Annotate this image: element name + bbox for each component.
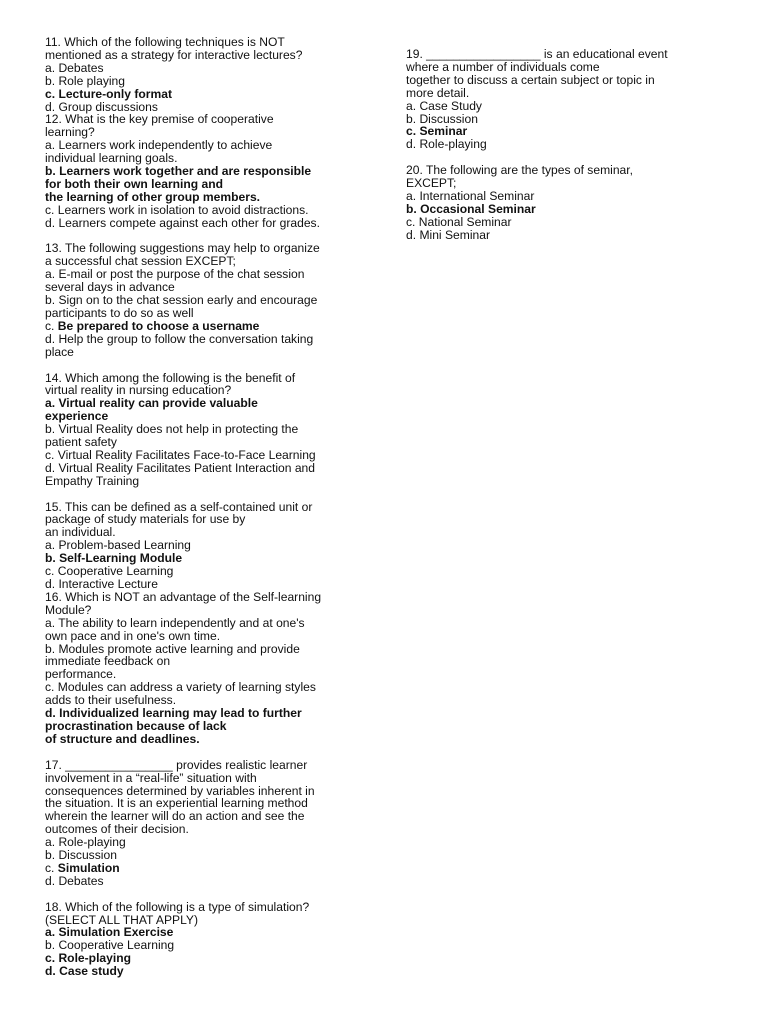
line-text: b. Virtual Reality does not help in protecting the	[45, 422, 299, 437]
line-text: a. Role-playing	[45, 835, 126, 850]
line-text: mentioned as a strategy for interactive lectures?	[45, 47, 303, 62]
line-text: a. Problem-based Learning	[45, 538, 191, 553]
line-text: together to discuss a certain subject or topic in	[406, 72, 655, 87]
line-text: adds to their usefulness.	[45, 693, 177, 708]
line-text: 16. Which is NOT an advantage of the Self-learning	[45, 589, 322, 604]
line-text: patient safety	[45, 435, 117, 450]
line-text: the situation. It is an experiential learning method	[45, 796, 308, 811]
line-text: consequences determined by variables inherent in	[45, 783, 315, 798]
line-text: d. Mini Seminar	[406, 227, 491, 242]
text-line	[45, 965, 365, 978]
answer-text: a. Simulation Exercise	[45, 925, 174, 940]
line-text: a. E-mail or post the purpose of the chat session	[45, 267, 305, 282]
line-text: d. Role-playing	[406, 137, 487, 152]
answer-text: b. Self-Learning Module	[45, 551, 183, 566]
line-text: (SELECT ALL THAT APPLY)	[45, 912, 199, 927]
text-line	[45, 217, 365, 230]
text-line	[45, 346, 365, 359]
line-text: 20. The following are the types of seminar,	[406, 163, 633, 178]
line-text: 12. What is the key premise of cooperative	[45, 112, 274, 127]
answer-text: c. Lecture-only format	[45, 86, 173, 101]
line-text: individual learning goals.	[45, 151, 178, 166]
line-text: 15. This can be defined as a self-contained unit or	[45, 499, 313, 514]
line-text: a. Case Study	[406, 98, 482, 113]
text-line	[45, 475, 365, 488]
line-text: 11. Which of the following techniques is NOT	[45, 35, 285, 49]
line-text: a. Debates	[45, 60, 104, 75]
line-text: involvement in a “real-life” situation with	[45, 770, 257, 785]
answer-text: of structure and deadlines.	[45, 731, 200, 746]
option-prefix: c.	[45, 318, 58, 333]
line-text: participants to do so as well	[45, 306, 194, 321]
line-text: 14. Which among the following is the benefit of	[45, 370, 296, 385]
line-text: 17. ________________ provides realistic learner	[45, 757, 308, 772]
line-text: Module?	[45, 602, 92, 617]
line-text: b. Discussion	[45, 848, 117, 863]
line-text: a successful chat session EXCEPT;	[45, 254, 236, 269]
line-text: several days in advance	[45, 280, 175, 295]
answer-text: a. Virtual reality can provide valuable	[45, 396, 258, 411]
line-text: d. Interactive Lecture	[45, 577, 158, 592]
line-text: c. Virtual Reality Facilitates Face-to-Face Learning	[45, 447, 316, 462]
answer-text: for both their own learning and	[45, 176, 224, 191]
answer-text: b. Occasional Seminar	[406, 201, 536, 216]
line-text: Empathy Training	[45, 473, 140, 488]
line-text: b. Cooperative Learning	[45, 938, 175, 953]
line-text: where a number of individuals come	[406, 59, 600, 74]
line-text: a. Learners work independently to achieve	[45, 138, 273, 153]
line-text: more detail.	[406, 85, 470, 100]
text-line	[45, 333, 365, 346]
line-text: b. Role playing	[45, 73, 126, 88]
line-text: b. Modules promote active learning and provide	[45, 641, 300, 656]
line-text: package of study materials for use by	[45, 512, 246, 527]
line-text: b. Sign on to the chat session early and encourage	[45, 293, 318, 308]
line-text: d. Debates	[45, 873, 104, 888]
answer-text: experience	[45, 409, 109, 424]
line-text: an individual.	[45, 525, 116, 540]
line-text: d. Group discussions	[45, 99, 158, 114]
left-column	[45, 36, 365, 978]
answer-text: c. Role-playing	[45, 951, 132, 966]
answer-text: Be prepared to choose a username	[57, 318, 260, 333]
answer-text: d. Case study	[45, 964, 124, 979]
line-text: c. Modules can address a variety of learning styles	[45, 680, 316, 695]
line-text: immediate feedback on	[45, 654, 171, 669]
line-text: wherein the learner will do an action and see the	[45, 809, 305, 824]
answer-text: the learning of other group members.	[45, 189, 261, 204]
line-text: 19. _________________ is an educational event	[406, 47, 668, 61]
answer-text: c. Seminar	[406, 124, 468, 139]
line-text: performance.	[45, 667, 117, 682]
answer-text: b. Learners work together and are responsible	[45, 164, 312, 179]
line-text: d. Virtual Reality Facilitates Patient Interaction and	[45, 460, 316, 475]
line-text: 18. Which of the following is a type of simulation?	[45, 899, 310, 914]
line-text: c. Cooperative Learning	[45, 564, 174, 579]
line-text: a. International Seminar	[406, 188, 535, 203]
line-text: b. Discussion	[406, 111, 478, 126]
right-column	[406, 48, 706, 242]
line-text: c. Learners work in isolation to avoid distractions.	[45, 202, 309, 217]
text-line	[406, 138, 706, 151]
text-line	[45, 875, 365, 888]
option-prefix: c.	[45, 860, 58, 875]
line-text: a. The ability to learn independently and at one's	[45, 615, 305, 630]
line-text: 13. The following suggestions may help to organize	[45, 241, 320, 256]
line-text: virtual reality in nursing education?	[45, 383, 232, 398]
line-text: learning?	[45, 125, 95, 140]
answer-text: procrastination because of lack	[45, 718, 227, 733]
line-text: place	[45, 344, 74, 359]
line-text: c. National Seminar	[406, 214, 512, 229]
answer-text: Simulation	[57, 860, 120, 875]
text-line	[45, 591, 365, 604]
line-text: d. Help the group to follow the conversation taking	[45, 331, 314, 346]
line-text: outcomes of their decision.	[45, 822, 189, 837]
line-text: EXCEPT;	[406, 176, 457, 191]
line-text: d. Learners compete against each other for grades.	[45, 215, 320, 230]
line-text: own pace and in one's own time.	[45, 628, 221, 643]
text-line	[406, 229, 706, 242]
answer-text: d. Individualized learning may lead to further	[45, 706, 302, 721]
text-line	[45, 733, 365, 746]
